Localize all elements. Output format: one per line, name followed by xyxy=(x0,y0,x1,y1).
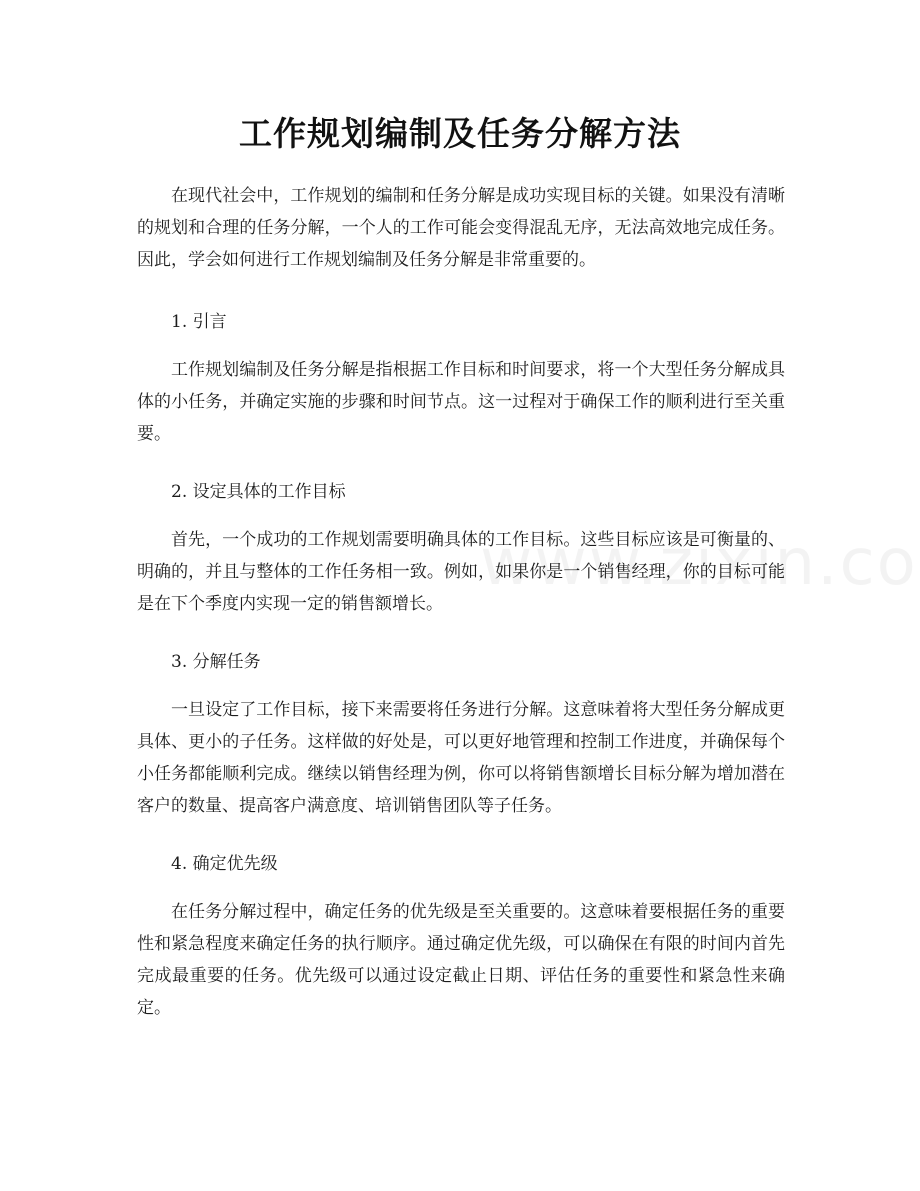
section-paragraph-1: 工作规划编制及任务分解是指根据工作目标和时间要求，将一个大型任务分解成具体的小任务，并确定实施的步骤和时间节点。这一过程对于确保工作的顺利进行至关重要。 xyxy=(137,360,785,444)
section-paragraph-2: 首先，一个成功的工作规划需要明确具体的工作目标。这些目标应该是可衡量的、明确的，并且与整体的工作任务相一致。例如，如果你是一个销售经理，你的目标可能是在下个季度内实现一定的销售额增长。 xyxy=(137,530,785,614)
section-paragraph-4: 在任务分解过程中，确定任务的优先级是至关重要的。这意味着要根据任务的重要性和紧急程度来确定任务的执行顺序。通过确定优先级，可以确保在有限的时间内首先完成最重要的任务。优先级可以通过设定截止日期、评估任务的重要性和紧急性来确定。 xyxy=(137,902,785,1018)
section-heading-2: 2. 设定具体的工作目标 xyxy=(171,482,346,502)
document-title: 工作规划编制及任务分解方法 xyxy=(239,114,681,153)
section-heading-1: 1. 引言 xyxy=(171,312,227,332)
section-heading-4: 4. 确定优先级 xyxy=(171,854,278,874)
intro-paragraph: 在现代社会中，工作规划的编制和任务分解是成功实现目标的关键。如果没有清晰的规划和合理的任务分解，一个人的工作可能会变得混乱无序，无法高效地完成任务。因此，学会如何进行工作规划编制及任务分解是非常重要的。 xyxy=(137,186,785,270)
section-heading-3: 3. 分解任务 xyxy=(171,652,261,672)
section-paragraph-3: 一旦设定了工作目标，接下来需要将任务进行分解。这意味着将大型任务分解成更具体、更小的子任务。这样做的好处是，可以更好地管理和控制工作进度，并确保每个小任务都能顺利完成。继续以销售经理为例，你可以将销售额增长目标分解为增加潜在客户的数量、提高客户满意度、培训销售团队等子任务。 xyxy=(137,700,785,816)
